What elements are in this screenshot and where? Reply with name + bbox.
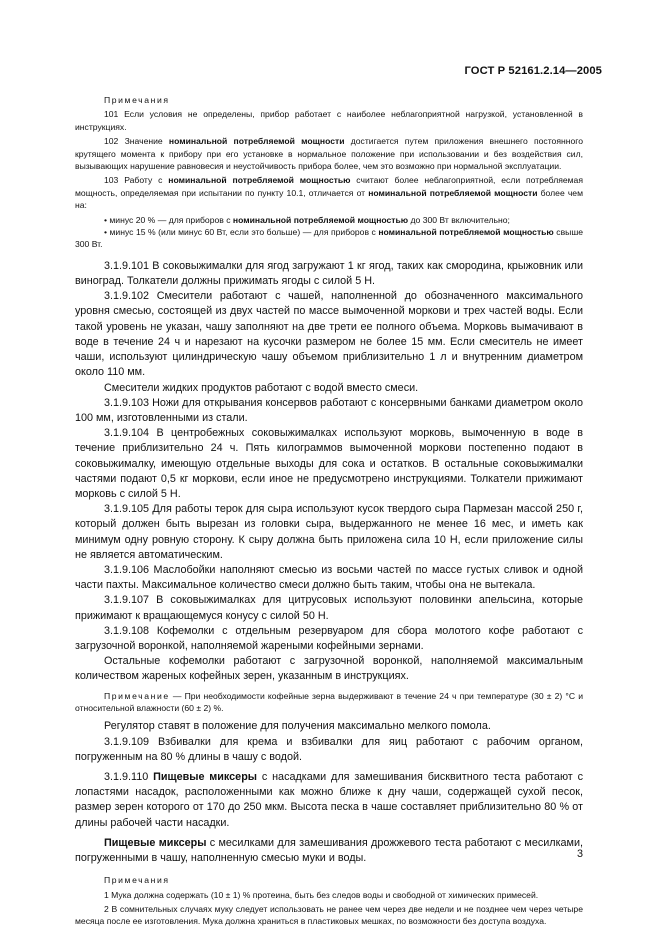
notes-title-2: Примечания [104, 875, 170, 886]
document-header: ГОСТ Р 52161.2.14—2005 [464, 65, 602, 77]
note-108: Примечание — При необходимости кофейные зерна выдерживают в течение 24 ч при температуре (30 ± 2) °С и относительной влажности (60 ± 2) %. [75, 690, 583, 713]
clause-3-1-9-107: 3.1.9.107 В соковыжималках для цитрусовых используют половинки апельсина, которые прижимают к вращающемуся конусу с силой 50 Н. [75, 594, 583, 622]
clause-3-1-9-108: 3.1.9.108 Кофемолки с отдельным резервуаром для сбора молотого кофе работают с загрузочной воронкой, наполняемой жареными кофейными зернами. [75, 624, 583, 652]
clause-3-1-9-110: 3.1.9.110 Пищевые миксеры с насадками для замешивания бисквитного теста работают с лопастями насадок, расположенными как можно ближе к дну чаши, содержащей сухой песок, размер зерен которого от 170 до 250 мкм. Высота песка в чаше составляет приблизительно 80 % от длины рабочей части насадки. [75, 770, 583, 829]
clause-3-1-9-102-liquid: Смесители жидких продуктов работают с водой вместо смеси. [104, 381, 419, 394]
clause-3-1-9-110-yeast: Пищевые миксеры с месилками для замешивания дрожжевого теста работают с месилками, погруженными в чашу, наполненную смесью муки и воды. [75, 836, 583, 864]
clause-3-1-9-106: 3.1.9.106 Маслобойки наполняют смесью из восьми частей по массе густых сливок и одной части пахты. Максимальное количество смеси должно быть таким, чтобы она не вытекала. [75, 563, 583, 592]
clause-3-1-9-108-regulator: Регулятор ставят в положение для получения максимально мелкого помола. [104, 720, 491, 733]
note-103-bullet-2: • минус 15 % (или минус 60 Вт, если это больше) — для приборов с номинальной потребляемой мощностью свыше 300 Вт. [75, 227, 583, 250]
clause-3-1-9-109: 3.1.9.109 Взбивалки для крема и взбивалки для яиц работают с рабочим органом, погруженным на 80 % длины в чашу с водой. [75, 735, 583, 763]
clause-3-1-9-104: 3.1.9.104 В центробежных соковыжималках используют морковь, вымоченную в воде в течение приблизительно 24 ч. Пять килограммов вымоченной моркови постепенно подают в соковыжималку, имеющую отдельные выходы для сока и остатков. В остальные соковыжималки частями подают 0,5 кг моркови, если иное не предусмотрено инструкциями. Толкатели прижимают морковь с силой 5 Н. [75, 427, 583, 500]
note-103-bullet-1: • минус 20 % — для приборов с номинальной потребляемой мощностью до 300 Вт включительно; [104, 214, 510, 225]
note-103: 103 Работу с номинальной потребляемой мощностью считают более неблагоприятной, если потребляемая мощность, определяемая при испытании по пункту 10.1, отличается от номинальной потребляемой мощности более чем на: [75, 175, 583, 211]
clause-3-1-9-101: 3.1.9.101 В соковыжималки для ягод загружают 1 кг ягод, таких как смородина, крыжовник или виноград. Толкатели должны прижимать ягоды с силой 5 Н. [75, 259, 583, 288]
page-number: 3 [577, 848, 584, 860]
clause-3-1-9-105: 3.1.9.105 Для работы терок для сыра используют кусок твердого сыра Пармезан массой 250 г, который должен быть вырезан из головки сыра, выдержанного не менее 16 мес, и иметь как минимум одну ровную сторону. К сыру должна быть приложена сила 10 Н, если приложение силы не является автоматическим. [75, 503, 583, 561]
page-content [75, 94, 583, 928]
note-flour-1: 1 Мука должна содержать (10 ± 1) % протеина, быть без следов воды и свободной от химических примесей. [104, 889, 539, 900]
notes-title: Примечания [104, 95, 170, 105]
note-flour-2: 2 В сомнительных случаях муку следует использовать не ранее чем через две недели и не позднее чем через четыре месяца после ее изготовления. Мука должна храниться в пластиковых мешках, по возможности без доступа воздуха. [75, 904, 583, 927]
note-102: 102 Значение номинальной потребляемой мощности достигается путем приложения внешнего постоянного крутящего момента к прибору при его установке в нормальное положение при использовании и без воздействия сил, вызывающих нарушение равновесия и неустойчивость прибора более, чем это возможно при нормальной эксплуатации. [75, 136, 583, 172]
clause-3-1-9-102: 3.1.9.102 Смесители работают с чашей, наполненной до обозначенного максимального уровня смесью, состоящей из двух частей по массе вымоченной моркови и трех частей воды. Если такой уровень не указан, чашу заполняют на две трети ее полного объема. Морковь вымачивают в воде в течение 24 ч и нарезают на кусочки размером не более 15 мм. Если смеситель не имеет чаши, используют цилиндрическую чашу объемом приблизительно 1 л и внутренним диаметром около 110 мм. [75, 290, 583, 379]
note-101: 101 Если условия не определены, прибор работает с наиболее неблагоприятной нагрузкой, установленной в инструкциях. [75, 109, 583, 132]
clause-3-1-9-108-other: Остальные кофемолки работают с загрузочной воронкой, наполняемой максимальным количеством жареных кофейных зерен, указанным в инструкциях. [75, 655, 583, 683]
clause-3-1-9-103: 3.1.9.103 Ножи для открывания консервов работают с консервными банками диаметром около 100 мм, изготовленными из стали. [75, 396, 583, 424]
